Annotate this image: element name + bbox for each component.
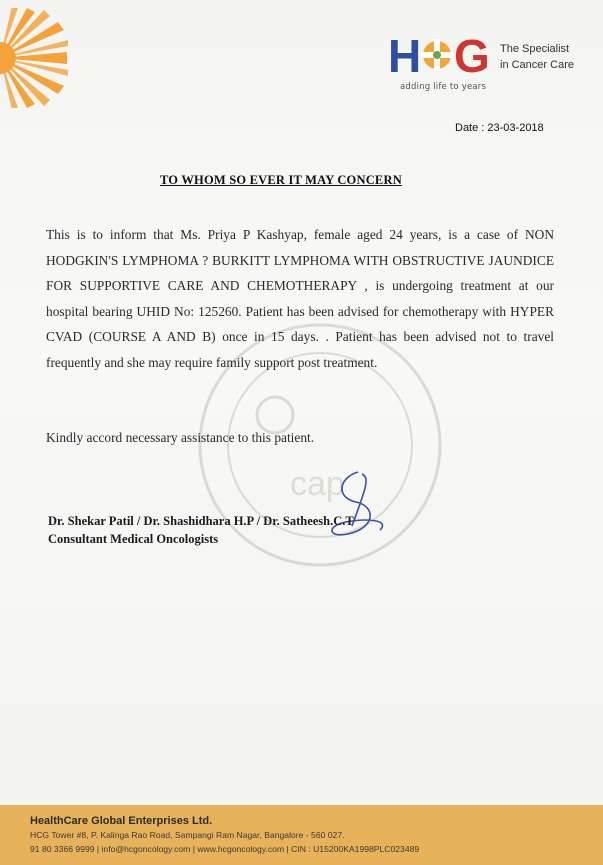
footer-company: HealthCare Global Enterprises Ltd.: [30, 815, 213, 827]
letter-date: Date : 23-03-2018: [455, 122, 544, 134]
specialist-line-1: The Specialist: [500, 43, 570, 55]
letter-body: This is to inform that Ms. Priya P Kashyap, female aged 24 years, is a case of NON HODGKIN'S LYMPHOMA ? BURKITT LYMPHOMA WITH OBSTRUCTIVE JAUNDICE FOR SUPPORTIVE CARE AND CHEMOTHERAPY , is undergoing treatment at our hospital bearing UHID No: 125260. Patient has been advised for chemotherapy with HYPER CVAD (COURSE A AND B) once in 15 days. . Patient has been advised not to travel frequently and she may require family support post treatment.: [46, 227, 554, 370]
footer-address: HCG Tower #8, P. Kalinga Rao Road, Sampangi Ram Nagar, Bangalore - 560 027.: [30, 830, 345, 840]
footer-band: [0, 805, 603, 865]
specialist-line-2: in Cancer Care: [500, 59, 574, 71]
svg-text:G: G: [454, 32, 490, 78]
specialist-caption: [500, 41, 574, 73]
signatory-names: Dr. Shekar Patil / Dr. Shashidhara H.P / Dr. Satheesh.C.T: [48, 514, 354, 528]
logo-tagline: adding life to years: [400, 82, 487, 92]
footer-contact: 91 80 3366 9999 | info@hcgoncology.com | www.hcgoncology.com | CIN : U15200KA1998PLC023489: [30, 844, 420, 854]
hcg-logo: [388, 32, 498, 78]
letter-heading: TO WHOM SO EVER IT MAY CONCERN: [160, 173, 402, 187]
closing-line: Kindly accord necessary assistance to this patient.: [46, 430, 315, 445]
sun-logo-icon: [0, 8, 72, 108]
svg-text:cap: cap: [290, 465, 345, 503]
signatory-title: Consultant Medical Oncologists: [48, 532, 219, 546]
svg-text:H: H: [388, 32, 422, 78]
signatory-block: [48, 512, 354, 548]
